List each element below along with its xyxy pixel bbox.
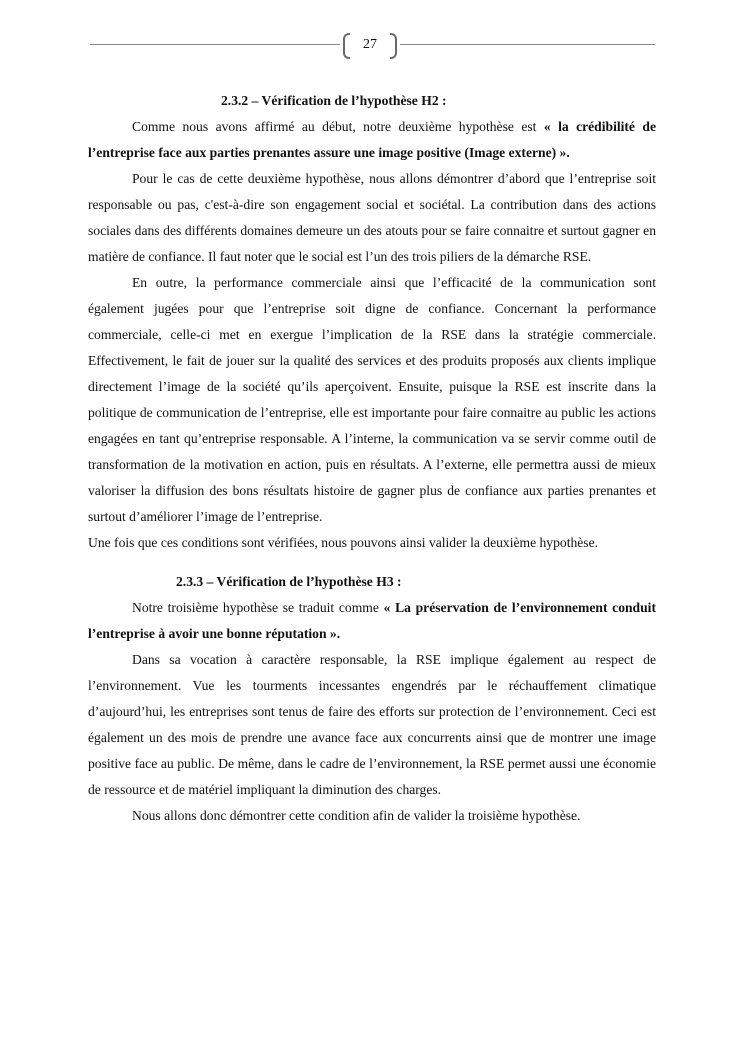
paragraph-h2-social: Pour le cas de cette deuxième hypothèse, nous allons démontrer d’abord que l’entreprise soit responsable ou pas, c'est-à-dire son engagement social et sociétal. La contribution dans des actions sociales dans des différents domaines demeure un des atouts pour se faire connaitre et surtout gagner en matière de confiance. Il faut noter que le social est l’un des trois piliers de la démarche RSE. xyxy=(88,171,656,264)
header-rule-left xyxy=(90,44,340,45)
hypothesis-statement-h3: « La préservation de l’environnement conduit l’entreprise à avoir une bonne réputation ». xyxy=(88,600,656,641)
page-number: 27 xyxy=(342,31,398,59)
paragraph-h3-intro xyxy=(88,595,656,647)
paragraph-text: Comme nous avons affirmé au début, notre deuxième hypothèse est xyxy=(132,119,544,134)
section-heading-h3: 2.3.3 – Vérification de l’hypothèse H3 : xyxy=(176,574,402,589)
paragraph-h3-conclusion: Nous allons donc démontrer cette condition afin de valider la troisième hypothèse. xyxy=(132,808,581,823)
paragraph-h2-performance: En outre, la performance commerciale ainsi que l’efficacité de la communication sont également jugées pour que l’entreprise soit digne de confiance. Concernant la performance commerciale, celle-ci met en exergue l’implication de la RSE dans la stratégie commerciale. Effectivement, le fait de jouer sur la qualité des services et des produits proposés aux clients implique directement l’image de la société qu’ils aperçoivent. Ensuite, puisque la RSE est inscrite dans la politique de communication de l’entreprise, elle est importante pour faire connaitre au public les actions engagées en tant qu’entreprise responsable. A l’interne, la communication va se servir comme outil de transformation de la motivation en action, puis en résultats. A l’externe, elle permettra aussi de mieux valoriser la diffusion des bons résultats histoire de gagner plus de confiance aux parties prenantes et surtout d’améliorer l’image de l’entreprise. xyxy=(88,275,656,524)
section-heading-h2: 2.3.2 – Vérification de l’hypothèse H2 : xyxy=(221,93,447,108)
document-body xyxy=(88,88,656,829)
paragraph-h3-environment: Dans sa vocation à caractère responsable, la RSE implique également au respect de l’environnement. Vue les tourments incessantes engendrés par le réchauffement climatique d’aujourd’hui, les entreprises sont tenus de faire des efforts sur protection de l’environnement. Ceci est également un des mois de prendre une avance face aux concurrents ainsi que de montrer une image positive face au public. De même, dans le cadre de l’environnement, la RSE permet aussi une économie de ressource et de matériel impliquant la diminution des charges. xyxy=(88,652,656,797)
hypothesis-statement-h2: « la crédibilité de l’entreprise face aux parties prenantes assure une image positive (Image externe) ». xyxy=(88,119,656,160)
page-header xyxy=(90,31,655,59)
paragraph-h2-conclusion: Une fois que ces conditions sont vérifiées, nous pouvons ainsi valider la deuxième hypothèse. xyxy=(88,535,599,550)
paragraph-h2-intro xyxy=(88,114,656,166)
header-rule-right xyxy=(400,44,655,45)
paragraph-text: Notre troisième hypothèse se traduit comme xyxy=(132,600,384,615)
